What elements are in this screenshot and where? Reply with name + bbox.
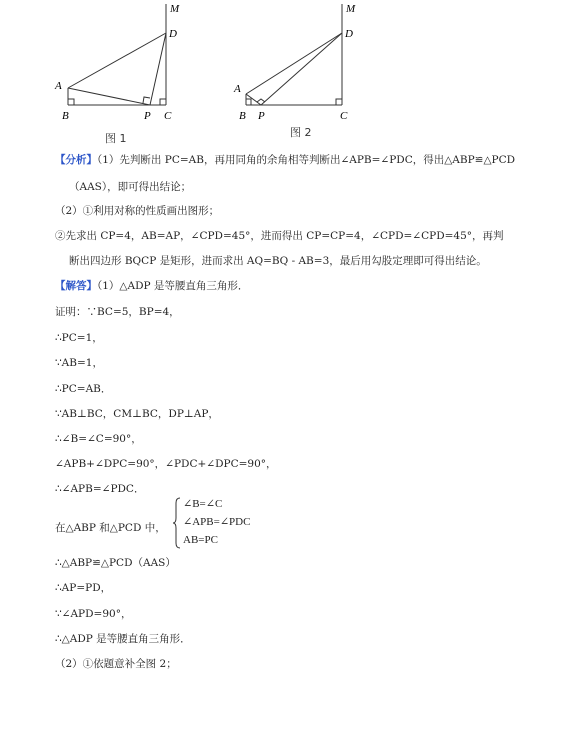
conclusion-line: ∵∠APD=90°，: [55, 608, 132, 620]
analysis-tag: 【分析】: [55, 154, 97, 166]
analysis-line-1: （1）先判断出 PC=AB，再用同角的余角相等判断出∠APB=∠PDC，得出△ABP≌△PCD: [97, 154, 516, 166]
analysis-line-4: ②先求出 CP=4，AB=AP，∠CPD=45°，进而得出 CP=CP=4，∠CPD=∠CPD=45°，再判: [55, 230, 504, 242]
conclusion-line: ∴AP=PD，: [55, 582, 112, 594]
fig2-label-d: D: [345, 28, 353, 40]
analysis-section: [55, 153, 570, 273]
solution-step: 证明：∵BC=5，BP=4，: [55, 306, 180, 318]
solution-step: ∵AB⊥BC，CM⊥BC，DP⊥AP，: [55, 408, 219, 420]
in-triangles-text: 在△ABP 和△PCD 中，: [55, 522, 166, 534]
fig2-label-c: C: [340, 110, 348, 122]
fig2-label-a: A: [234, 83, 241, 95]
solution-step: ∴PC=1，: [55, 332, 103, 344]
fig1-label-c: C: [164, 110, 172, 122]
fig1-label-a: A: [55, 80, 62, 92]
fig1-label-d: D: [169, 28, 177, 40]
system-eq-1: ∠B=∠C: [183, 498, 223, 510]
solution-step: ∵AB=1，: [55, 357, 103, 369]
fig1-label-p: P: [144, 110, 151, 122]
fig1-label-b: B: [62, 110, 69, 122]
analysis-line-2: （AAS），即可得出结论；: [69, 181, 192, 193]
solution-step: ∴PC=AB．: [55, 383, 112, 395]
solution-step: ∠APB+∠DPC=90°，∠PDC+∠DPC=90°，: [55, 458, 277, 470]
solution-step: ∴∠B=∠C=90°，: [55, 433, 142, 445]
analysis-line-3: （2）①利用对称的性质画出图形；: [55, 205, 220, 217]
part-2-line: （2）①依题意补全图 2；: [55, 658, 177, 670]
solution-tag: 【解答】: [55, 280, 97, 292]
equation-system: [173, 497, 313, 549]
fig2-label-m: M: [346, 3, 356, 15]
figure-1-caption: 图 1: [105, 132, 127, 145]
system-eq-2: ∠APB=∠PDC: [183, 516, 251, 528]
fig1-label-m: M: [170, 3, 180, 15]
fig2-label-b: B: [239, 110, 246, 122]
brace-icon: [173, 497, 181, 549]
solution-step: ∴∠APB=∠PDC．: [55, 483, 145, 495]
figure-1: [50, 0, 190, 150]
figure-2-caption: 图 2: [290, 126, 312, 139]
conclusion-line: ∴△ABP≌△PCD（AAS）: [55, 557, 176, 569]
analysis-line-5: 断出四边形 BQCP 是矩形，进而求出 AQ=BQ - AB=3，最后用勾股定理即可得出结论。: [69, 255, 487, 267]
system-eq-3: AB=PC: [183, 534, 218, 546]
solution-section: [55, 279, 570, 669]
conclusion-line: ∴△ADP 是等腰直角三角形．: [55, 633, 191, 645]
fig2-label-p: P: [258, 110, 265, 122]
solution-line-1: （1）△ADP 是等腰直角三角形．: [97, 280, 249, 292]
